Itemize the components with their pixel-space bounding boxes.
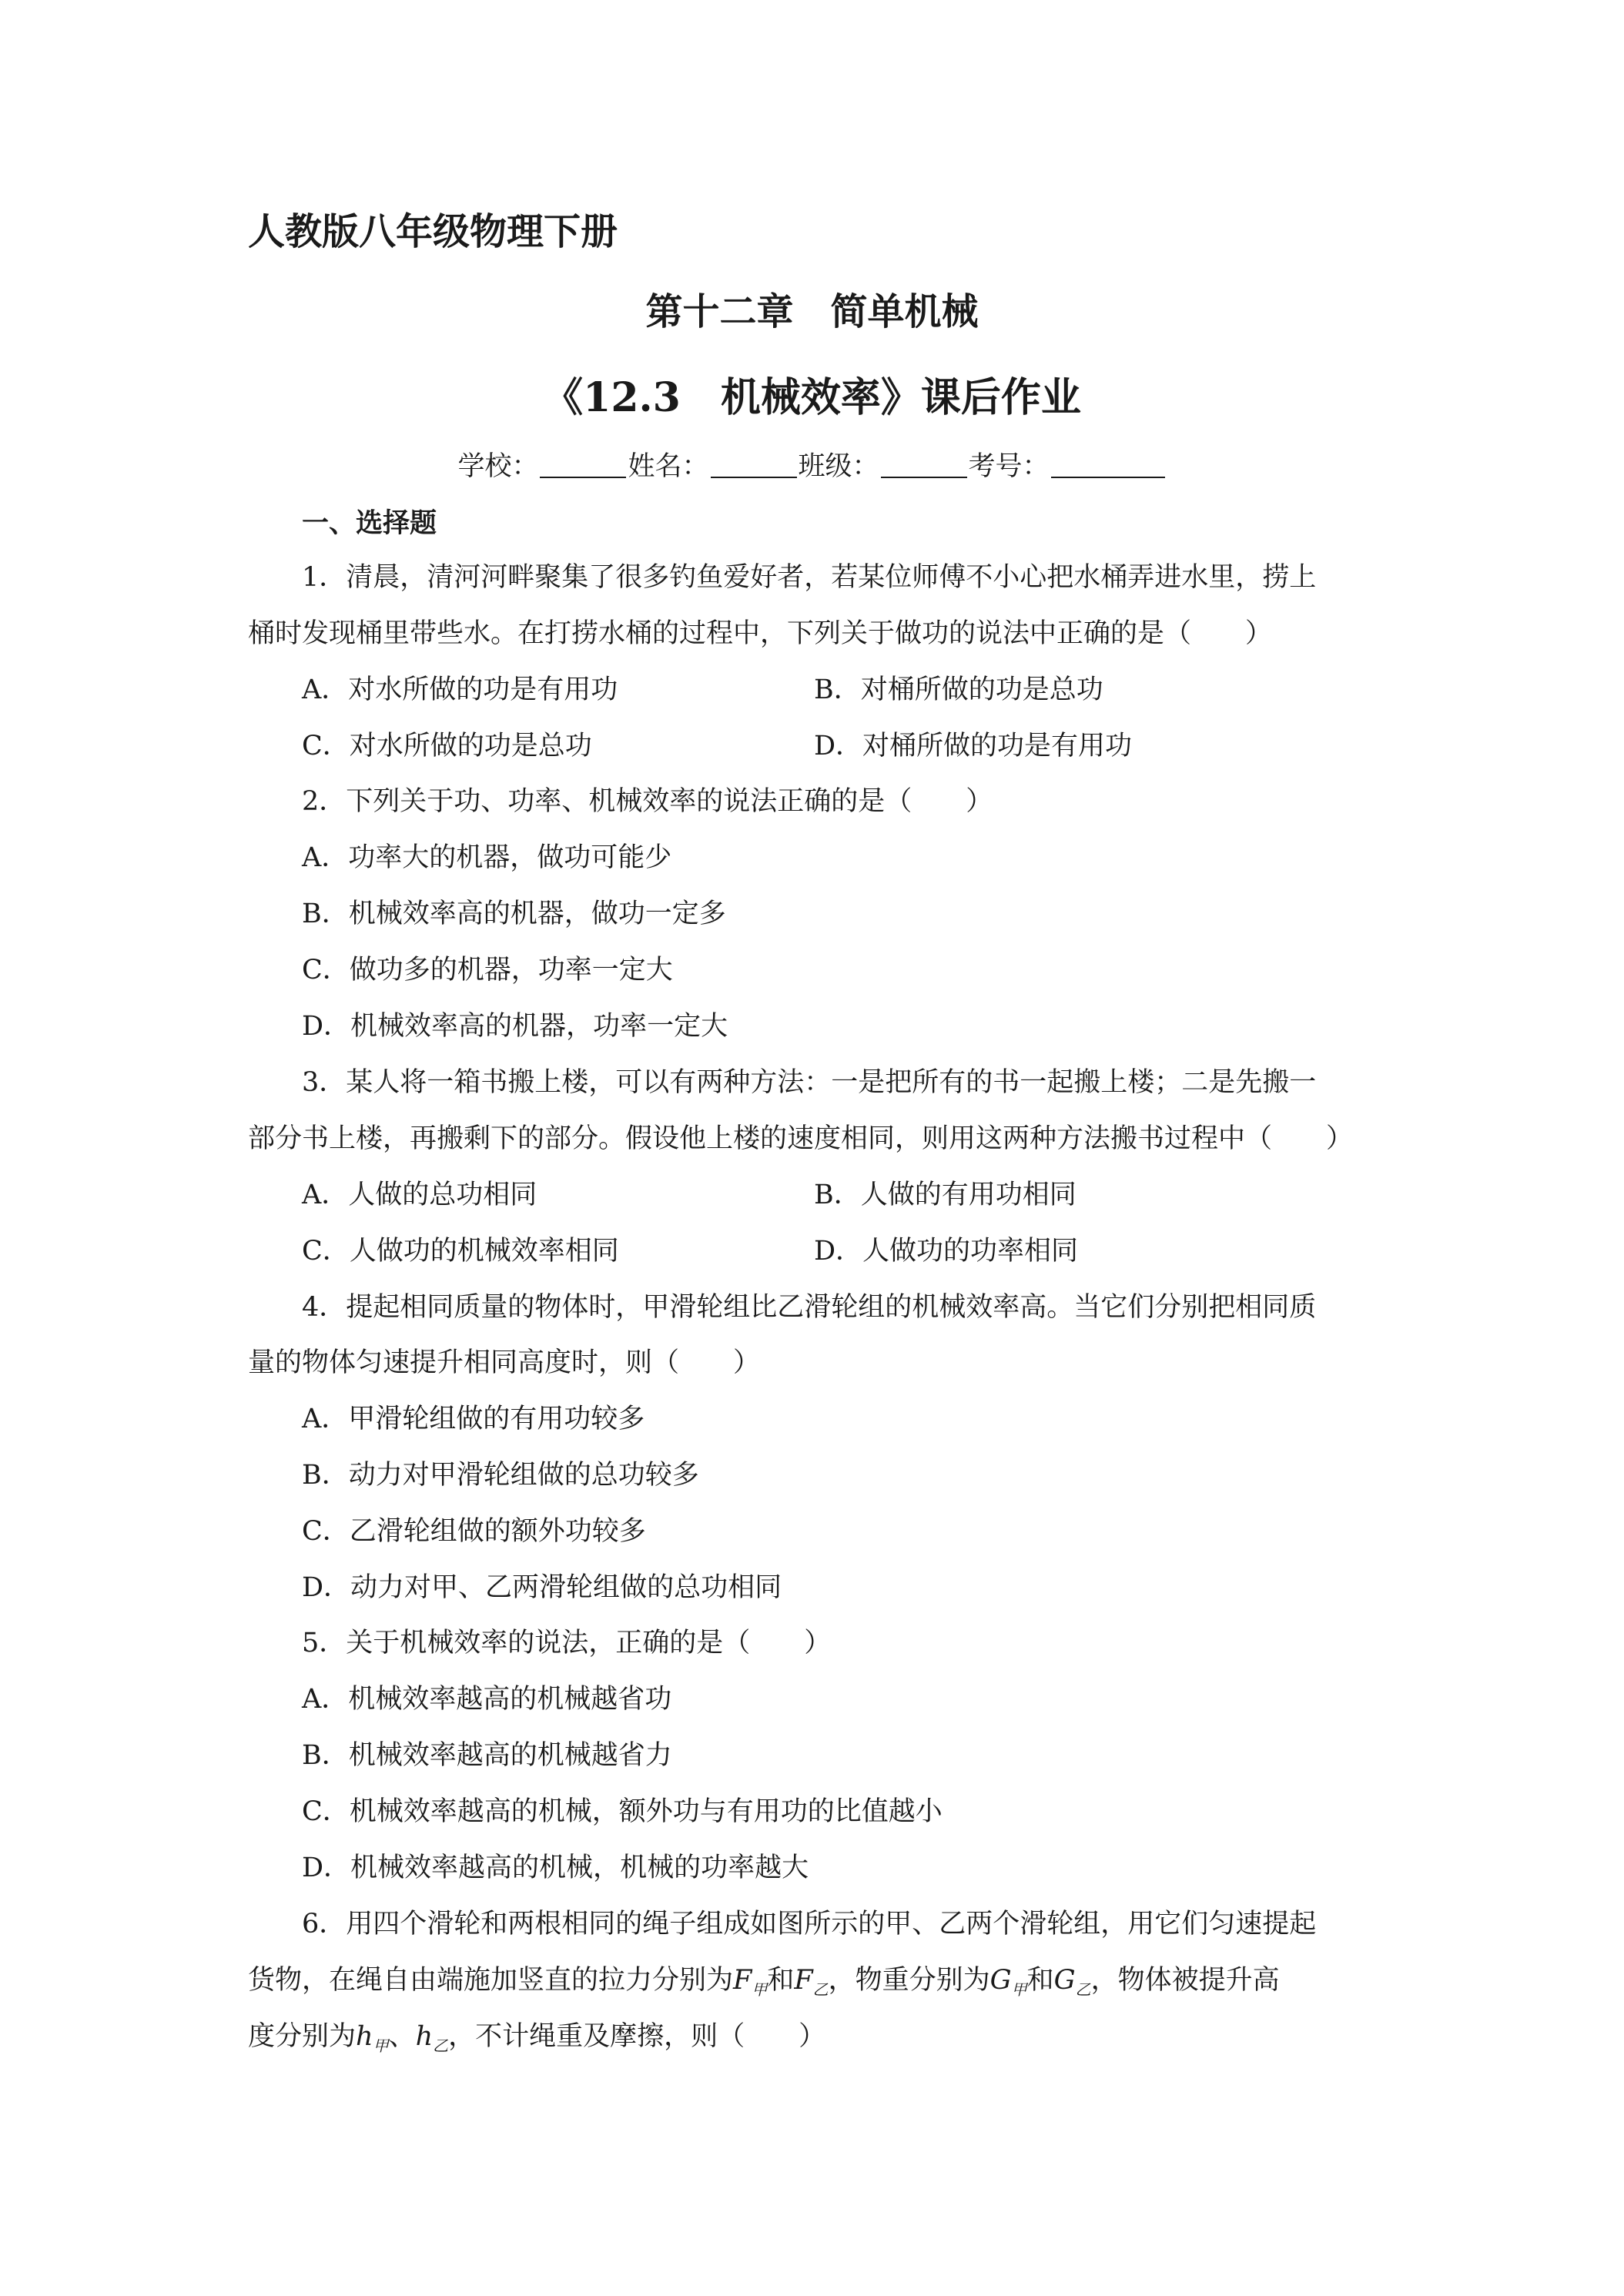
student-info-fields <box>0 445 1624 484</box>
q1-stem-line2: 桶时发现桶里带些水。在打捞水桶的过程中，下列关于做功的说法中正确的是（ ） <box>248 618 1273 649</box>
q3-option-d: D．人做功的功率相同 <box>814 1236 1079 1267</box>
q2-option-b: B．机械效率高的机器，做功一定多 <box>302 899 726 929</box>
var-f: F <box>733 1965 752 1996</box>
q4-stem-line1: 4．提起相同质量的物体时，甲滑轮组比乙滑轮组的机械效率高。当它们分别把相同质 <box>302 1292 1317 1323</box>
var-f: F <box>794 1965 813 1996</box>
class-label: 班级： <box>798 451 879 482</box>
q1-stem-line1: 1．清晨，清河河畔聚集了很多钓鱼爱好者，若某位师傅不小心把水桶弄进水里，捞上 <box>302 562 1317 593</box>
sub-yi: 乙 <box>1075 1980 1091 1999</box>
q3-stem-line2: 部分书上楼，再搬剩下的部分。假设他上楼的速度相同，则用这两种方法搬书过程中（ ） <box>248 1123 1354 1154</box>
q6-text: 和 <box>1026 1965 1054 1996</box>
q2-stem: 2．下列关于功、功率、机械效率的说法正确的是（ ） <box>302 786 993 817</box>
q5-stem: 5．关于机械效率的说法，正确的是（ ） <box>302 1628 832 1658</box>
q2-option-c: C．做功多的机器，功率一定大 <box>302 955 673 986</box>
school-blank[interactable] <box>540 454 626 478</box>
q6-stem-line1: 6．用四个滑轮和两根相同的绳子组成如图所示的甲、乙两个滑轮组，用它们匀速提起 <box>302 1909 1317 1940</box>
q2-option-d: D．机械效率高的机器，功率一定大 <box>302 1011 728 1042</box>
q6-stem-line3 <box>248 2015 825 2056</box>
q6-text: ，不计绳重及摩擦，则（ ） <box>448 2021 826 2052</box>
sub-yi: 乙 <box>433 2037 449 2055</box>
var-h: h <box>415 2021 434 2052</box>
q1-option-c: C．对水所做的功是总功 <box>302 731 592 761</box>
sub-jia: 甲 <box>752 1980 768 1999</box>
chapter-title: 第十二章 简单机械 <box>645 290 979 333</box>
name-label: 姓名： <box>628 451 709 482</box>
q2-option-a: A．功率大的机器，做功可能少 <box>302 842 672 873</box>
q4-option-c: C．乙滑轮组做的额外功较多 <box>302 1516 646 1547</box>
var-g: G <box>1053 1965 1076 1996</box>
exam-no-blank[interactable] <box>1051 454 1165 478</box>
q4-option-d: D．动力对甲、乙两滑轮组做的总功相同 <box>302 1572 782 1603</box>
sub-yi: 乙 <box>812 1980 829 1999</box>
lesson-title: 《12.3 机械效率》课后作业 <box>543 374 1081 421</box>
q5-option-b: B．机械效率越高的机械越省力 <box>302 1740 672 1771</box>
school-label: 学校： <box>457 451 539 482</box>
q3-option-a: A．人做的总功相同 <box>302 1180 537 1210</box>
q6-text: 货物，在绳自由端施加竖直的拉力分别为 <box>248 1965 734 1996</box>
class-blank[interactable] <box>881 454 967 478</box>
var-g: G <box>989 1965 1012 1996</box>
q4-option-b: B．动力对甲滑轮组做的总功较多 <box>302 1460 699 1491</box>
name-blank[interactable] <box>711 454 797 478</box>
q1-option-d: D．对桶所做的功是有用功 <box>814 731 1133 761</box>
sub-jia: 甲 <box>373 2037 389 2055</box>
q6-text: 和 <box>767 1965 795 1996</box>
q3-option-c: C．人做功的机械效率相同 <box>302 1236 619 1267</box>
q3-option-b: B．人做的有用功相同 <box>814 1180 1077 1210</box>
q6-text: ，物重分别为 <box>828 1965 990 1996</box>
q6-stem-line2 <box>248 1959 1280 2000</box>
q3-stem-line1: 3．某人将一箱书搬上楼，可以有两种方法：一是把所有的书一起搬上楼；二是先搬一 <box>302 1067 1317 1098</box>
q5-option-c: C．机械效率越高的机械，额外功与有用功的比值越小 <box>302 1796 943 1827</box>
q4-option-a: A．甲滑轮组做的有用功较多 <box>302 1404 645 1434</box>
sub-jia: 甲 <box>1011 1980 1027 1999</box>
section-heading: 一、选择题 <box>302 507 437 539</box>
q6-text: 度分别为 <box>248 2021 357 2052</box>
publisher-title: 人教版八年级物理下册 <box>248 210 618 253</box>
var-h: h <box>356 2021 373 2052</box>
q6-text: 、 <box>388 2021 416 2052</box>
exam-no-label: 考号： <box>968 451 1050 482</box>
q4-stem-line2: 量的物体匀速提升相同高度时，则（ ） <box>248 1347 761 1378</box>
q1-option-b: B．对桶所做的功是总功 <box>814 674 1103 705</box>
q1-option-a: A．对水所做的功是有用功 <box>302 674 618 705</box>
q5-option-a: A．机械效率越高的机械越省功 <box>302 1684 672 1715</box>
q5-option-d: D．机械效率越高的机械，机械的功率越大 <box>302 1853 809 1883</box>
q6-text: ，物体被提升高 <box>1090 1965 1280 1996</box>
